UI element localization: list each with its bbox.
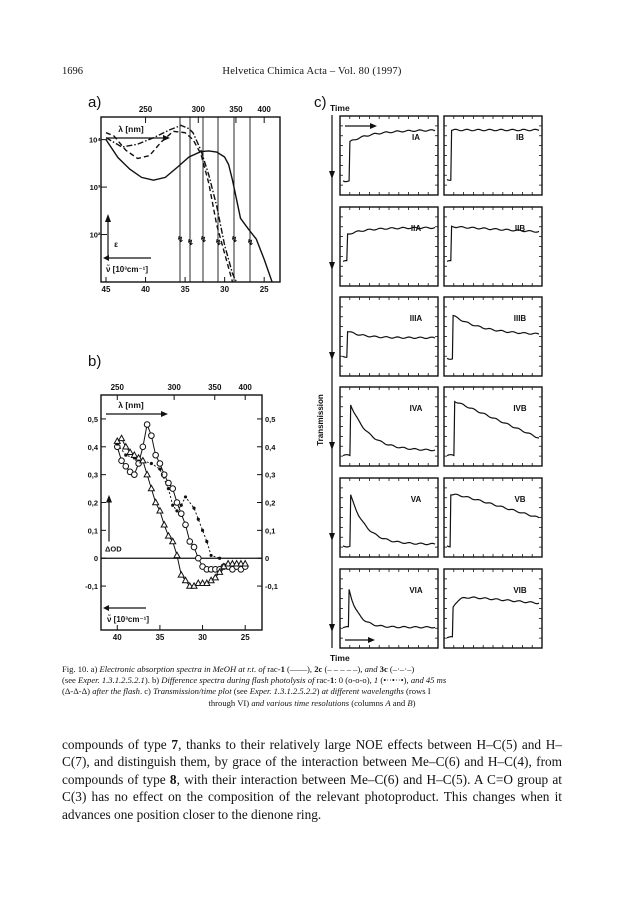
- journal-title: Helvetica Chimica Acta – Vol. 80 (1997): [222, 66, 402, 77]
- caption-part: ): [316, 686, 322, 697]
- panel-c: [316, 103, 542, 663]
- transmission-row-3: [329, 297, 542, 376]
- transmission-trace: [447, 129, 539, 180]
- data-point: [148, 485, 154, 490]
- transmission-trace: [343, 589, 435, 628]
- column-a-plot: [340, 297, 438, 376]
- panel-a-label: a): [88, 94, 102, 111]
- caption-part: (columns: [349, 697, 386, 708]
- panel-a: [89, 105, 280, 294]
- column-b-plot: [444, 207, 542, 286]
- arrow-head: [161, 411, 168, 417]
- data-point: [158, 467, 161, 470]
- caption-part: Difference spectra during flash photolysis of: [161, 675, 317, 686]
- left-tick-label: 10⁴: [88, 135, 102, 145]
- row-label: VIA: [409, 586, 423, 595]
- caption-fig-no: Fig. 10. a): [62, 664, 98, 674]
- column-a-plot: [340, 387, 438, 466]
- y-axis-label: ΔOD: [105, 544, 122, 554]
- column-a-plot: [340, 116, 438, 195]
- caption-part: after the flash: [92, 686, 140, 697]
- plot-frame: [444, 207, 542, 286]
- plot-frame: [340, 387, 438, 466]
- row-label: IVB: [513, 404, 527, 413]
- series-1: [116, 442, 222, 559]
- transmission-row-5: [329, 478, 542, 557]
- caption-part: (see: [231, 686, 250, 697]
- caption-part: Exper. 1.3.1.2.5.2.2: [249, 686, 317, 697]
- data-point: [205, 540, 208, 543]
- caption-part: 1: [373, 675, 379, 686]
- data-point: [157, 508, 163, 513]
- column-b-plot: [444, 569, 542, 648]
- plot-frame: [340, 297, 438, 376]
- caption-compound: 1: [329, 675, 335, 686]
- data-point: [153, 452, 159, 458]
- right-tick-label: 0,5: [265, 414, 276, 424]
- caption-part: Exper. 1.3.1.2.5.2.1: [77, 675, 145, 686]
- bottom-tick-label: 25: [259, 285, 269, 294]
- plot-frame: [340, 478, 438, 557]
- top-axis-label: λ [nm]: [118, 400, 144, 410]
- data-point: [170, 486, 176, 492]
- bottom-tick-label: 35: [155, 633, 165, 642]
- arrow-head: [105, 214, 111, 222]
- row-arrow: [329, 442, 335, 450]
- right-tick-label: 0,3: [265, 470, 276, 480]
- row-arrow: [329, 352, 335, 360]
- caption-part: (see: [62, 675, 78, 686]
- data-point: [191, 544, 197, 550]
- data-point: [178, 572, 184, 577]
- data-point: [132, 472, 138, 478]
- left-tick-label: 0,1: [87, 526, 98, 536]
- time-label-top: Time: [330, 103, 350, 113]
- data-point: [167, 487, 170, 490]
- row-label: IIIB: [513, 314, 527, 323]
- caption-part: (•··•··•),: [378, 675, 411, 686]
- arrow-head: [103, 255, 109, 261]
- caption-part: and: [364, 664, 378, 674]
- monitor-mark: ↯: [215, 238, 222, 247]
- page-number: 1696: [62, 66, 83, 77]
- body-text-part: compounds of type: [62, 737, 172, 752]
- top-axis-label: λ [nm]: [118, 124, 144, 134]
- transmission-row-1: [329, 116, 542, 195]
- monitor-mark: ↯: [177, 235, 184, 244]
- panel-b: [85, 383, 278, 642]
- body-compound: 8: [169, 771, 177, 787]
- data-point: [187, 539, 193, 545]
- row-label: VIB: [513, 586, 527, 595]
- data-point: [119, 435, 125, 440]
- data-point: [157, 461, 163, 467]
- top-tick-label: 300: [191, 105, 205, 114]
- caption-part: (rows I: [403, 686, 431, 697]
- transmission-row-6: [329, 569, 542, 648]
- bottom-tick-label: 40: [112, 633, 122, 642]
- column-b-plot: [444, 297, 542, 376]
- top-tick-label: 250: [110, 383, 124, 392]
- row-arrow: [329, 171, 335, 179]
- data-point: [153, 499, 159, 504]
- data-point: [150, 462, 153, 465]
- time-label-bottom: Time: [330, 653, 350, 663]
- column-a-plot: [340, 478, 438, 557]
- bottom-tick-label: 40: [141, 285, 150, 294]
- panel-c-label: c): [314, 94, 327, 111]
- caption-compound: 2c: [314, 664, 323, 674]
- caption-compound: 3c: [379, 664, 388, 674]
- top-tick-label: 300: [167, 383, 181, 392]
- caption-part: rac-: [267, 664, 281, 674]
- column-b-plot: [444, 116, 542, 195]
- caption-part: and 45 ms: [410, 675, 447, 686]
- panel-a-frame: [101, 117, 280, 282]
- data-point: [123, 444, 129, 449]
- right-tick-label: 0,1: [265, 526, 276, 536]
- caption-part: . c): [139, 686, 154, 697]
- left-tick-label: -0,1: [85, 582, 98, 592]
- body-text-part: , with their interaction between Me–C(6) and H–C(5). A C=O group at C(3) has no effect on the composition of the relevant photoproduct. This changes when it advances one position closer to the dienone ring.: [62, 771, 562, 822]
- plot-frame: [444, 478, 542, 557]
- data-point: [149, 433, 155, 439]
- epsilon-label: ε: [114, 240, 118, 249]
- data-point: [197, 518, 200, 521]
- caption-part: ). b): [144, 675, 162, 686]
- top-tick-label: 400: [238, 383, 252, 392]
- caption-part: A: [385, 697, 391, 708]
- monitor-mark: ↯: [247, 238, 254, 247]
- arrow-head: [106, 495, 112, 503]
- arrow-head: [370, 123, 377, 129]
- row-label: IIIA: [409, 314, 423, 323]
- data-point: [242, 561, 248, 566]
- panel-b-label: b): [88, 353, 102, 370]
- monitor-mark: ↯: [187, 238, 194, 247]
- data-point: [218, 557, 221, 560]
- row-label: IB: [516, 133, 524, 142]
- figure-caption: [62, 664, 562, 709]
- caption-part: (– – – – –),: [322, 664, 365, 674]
- arrow-head: [368, 637, 375, 643]
- caption-part: at different wavelengths: [321, 686, 404, 697]
- data-point: [178, 511, 184, 517]
- bottom-tick-label: 30: [198, 633, 208, 642]
- caption-part: ): [412, 697, 416, 708]
- series-line: [117, 444, 219, 558]
- monitor-mark: ↯: [200, 235, 207, 244]
- bottom-tick-label: 45: [101, 285, 111, 294]
- bottom-tick-label: 35: [180, 285, 190, 294]
- data-point: [175, 509, 178, 512]
- data-point: [183, 522, 189, 528]
- right-tick-label: 0,4: [265, 442, 276, 452]
- plot-frame: [340, 207, 438, 286]
- row-label: IIB: [514, 224, 526, 233]
- data-point: [201, 529, 204, 532]
- series-0: [114, 422, 248, 572]
- left-tick-label: 0,5: [87, 414, 98, 424]
- row-label: IA: [412, 133, 420, 142]
- body-compound: 7: [171, 737, 179, 752]
- data-point: [184, 495, 187, 498]
- data-point: [174, 500, 180, 506]
- data-point: [195, 555, 201, 561]
- column-a-plot: [340, 569, 438, 648]
- row-arrow: [329, 624, 335, 632]
- caption-part: (——),: [284, 664, 315, 674]
- top-tick-label: 350: [229, 105, 243, 114]
- caption-part: (Δ-Δ-Δ): [62, 686, 93, 697]
- transmission-label: Transmission: [316, 394, 325, 446]
- plot-frame: [444, 569, 542, 648]
- column-b-plot: [444, 387, 542, 466]
- row-label: IIA: [410, 224, 422, 233]
- row-label: IVA: [409, 404, 423, 413]
- right-tick-label: 0,2: [265, 498, 276, 508]
- data-point: [165, 533, 171, 538]
- bottom-axis-label: ν̃ [10³cm⁻¹]: [106, 265, 149, 274]
- plot-frame: [340, 569, 438, 648]
- caption-part: B: [407, 697, 413, 708]
- left-tick-label: 0: [93, 554, 98, 564]
- data-point: [123, 463, 129, 469]
- row-label: VB: [514, 495, 526, 504]
- plot-frame: [444, 387, 542, 466]
- caption-part: Transmission/time plot: [153, 686, 232, 697]
- column-b-plot: [444, 478, 542, 557]
- bottom-axis-label: ν̃ [10³cm⁻¹]: [107, 615, 150, 624]
- row-label: VA: [410, 495, 422, 504]
- arrow-head: [103, 605, 109, 611]
- top-tick-label: 400: [257, 105, 271, 114]
- left-tick-label: 10²: [89, 230, 101, 240]
- data-point: [171, 504, 174, 507]
- body-paragraph: [62, 736, 562, 823]
- plot-frame: [444, 116, 542, 195]
- row-arrow: [329, 533, 335, 541]
- left-tick-label: 0,4: [87, 442, 98, 452]
- series-2c: [106, 131, 233, 282]
- left-tick-label: 0,2: [87, 498, 98, 508]
- left-tick-label: 0,3: [87, 470, 98, 480]
- data-point: [174, 552, 180, 557]
- caption-part: rac-: [316, 675, 330, 686]
- series-rac-1: [106, 140, 272, 282]
- body-text-part: , thanks to their relatively large NOE effects between H–C(5) and H–C(7), and distinguish them, by grace of the interaction between Me–C(6) and H–C(4), from compounds of type: [62, 737, 562, 787]
- caption-compound: 1: [280, 664, 285, 674]
- monitor-mark: ↯: [231, 235, 238, 244]
- data-point: [192, 506, 195, 509]
- data-point: [144, 422, 150, 428]
- transmission-trace: [343, 227, 435, 261]
- plot-frame: [340, 116, 438, 195]
- right-tick-label: 0: [265, 554, 270, 564]
- transmission-trace: [447, 597, 539, 638]
- left-tick-label: 10³: [89, 183, 101, 193]
- caption-part: through VI): [208, 697, 252, 708]
- caption-part: : 0 (o-o-o),: [334, 675, 374, 686]
- data-point: [209, 554, 212, 557]
- row-arrow: [329, 262, 335, 270]
- top-tick-label: 350: [208, 383, 222, 392]
- transmission-row-4: [329, 387, 542, 466]
- bottom-tick-label: 25: [240, 633, 250, 642]
- transmission-trace: [447, 226, 539, 261]
- data-point: [180, 504, 183, 507]
- data-point: [144, 471, 150, 476]
- transmission-trace: [343, 130, 435, 182]
- transmission-trace: [343, 332, 435, 358]
- data-point: [140, 444, 146, 450]
- plot-frame: [444, 297, 542, 376]
- column-a-plot: [340, 207, 438, 286]
- caption-part: and various time resolutions: [251, 697, 350, 708]
- caption-part: and: [390, 697, 408, 708]
- bottom-tick-label: 30: [220, 285, 230, 294]
- top-tick-label: 250: [138, 105, 153, 114]
- right-tick-label: -0,1: [265, 582, 278, 592]
- transmission-row-2: [329, 207, 542, 286]
- data-point: [161, 522, 167, 527]
- caption-part: (–·–·–): [387, 664, 415, 674]
- series-line: [117, 425, 245, 570]
- data-point: [119, 458, 125, 464]
- caption-part: Electronic absorption spectra in MeOH at r.t. of: [97, 664, 268, 674]
